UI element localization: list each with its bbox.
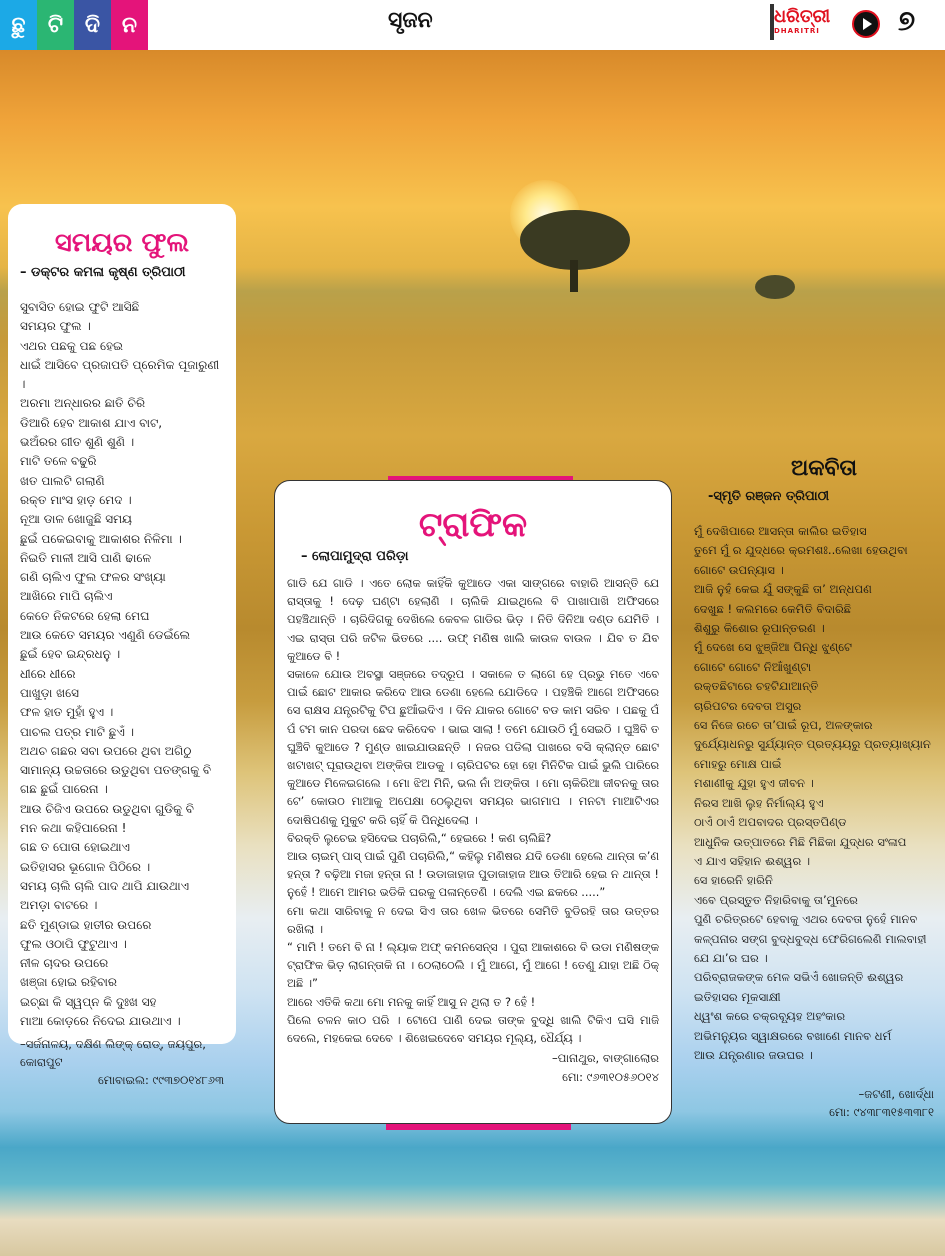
story-paragraph: ଆଉ ଚାଇମ୍ ପାସ୍ ପାଇଁ ପୁଣି ପଚାରିଲି,“ କହିଲୁ ମଣିଷର ଯଦି ଡେଣା ହେଲେ ଥାନ୍ତା କ’ଣ ହନ୍ତା ? ବଢ଼ିଆ ମଜା ହନ୍ତା ନା ! ଉଡାଜାହାଜ ପୁଡାଜାହାଜ ଆଉ ତିଆରି ହେଇ ନ ଥାନ୍ତା ! ନୁହେଁ ! ଆମେ ଆମର ଭଡିକି ଘରକୁ ପଳାନ୍ତେଣି । ଦେଲି ଏଇ ଛକରେ .....” <box>287 849 659 900</box>
poem-right-line: ଗୋଟେ ଗୋଟେ ନିଆଁଖୁଣ୍ଟା <box>694 659 812 674</box>
poem-line: ଧାଇଁ ଆସିବେ ପ୍ରଜାପତି ପ୍ରେମିକ ପୂଜାରୁଣୀ । <box>20 357 220 392</box>
poem-right-line: ଗୋଟେ ଉପନ୍ୟାସ । <box>694 562 784 577</box>
poem-line: ଅଥଚ ଗଛର ସବା ଉପରେ ଥିବା ଅଗିଠୁ <box>20 743 192 758</box>
poem-right-line: ସେ ହାରେନି ହାରିନି <box>694 873 773 888</box>
story-body <box>287 574 659 1047</box>
distant-tree <box>755 275 795 299</box>
poem-right-line: ଶିଶୁରୁ କିଶୋର ରୂପାନ୍ତରଣ । <box>694 621 825 636</box>
section-tile-1: ଛୁ <box>0 0 37 50</box>
poem-right-line: ମୁଁ ଦେଖେ ସେ ଝୁଞ୍ଜିଆ ପିନ୍ଧି ଝୁଣ୍ଟେ <box>694 640 853 655</box>
poem-title: ସମୟର ଫୁଲ <box>54 228 190 258</box>
poem-line: ଫୁଲ ଓଠାପି ଫୁଟୁଥାଏ । <box>20 936 127 951</box>
story-paragraph: ପିଲେ ଚଳନ କାଠ ପରି । ଟୋପେ ପାଣି ଦେଇ ତାଙ୍କ ବୁଦ୍ଧି ଖାଲି ଟିକିଏ ଘସି ମାଜି ଦେଲେ, ମହକେଇ ଦେବେ । ଶିଖେଇଦେବେ ସମୟର ମୂଲ୍ୟ, ଧୈର୍ଯ୍ୟ । <box>287 1012 659 1046</box>
poem-line: ଗଛ ଛୁଇଁ ପାରେନା । <box>20 782 108 797</box>
poem-right-line: ଏବେ ପ୍ରସ୍ତୁତ ନିହାରିବାକୁ ତା’ମୁନରେ <box>694 892 858 907</box>
poem-line: ଛୁଇଁ ପକେଇବାକୁ ଆକାଶର ନିଳିମା । <box>20 531 182 546</box>
poem-author: – ଡକ୍ଟର କମଳା କୃଷ୍ଣ ତ୍ରିପାଠୀ <box>20 265 186 280</box>
poem-right-line: ନିରସ ଆଖି ଲୁହ ନିର୍ମାଲ୍ୟ ହୁଏ <box>694 795 824 810</box>
brand-subtitle: DHARITRI <box>774 27 820 35</box>
masthead <box>0 0 945 50</box>
poem-line: ଖତ ପାଲଟି ଗଲାଣି <box>20 473 105 488</box>
poem-right-signature: –ଜଟଣୀ, ଖୋର୍ଦ୍ଧା ମୋ: ୯୪୩୮୩୧୫୩୩୮୧ <box>829 1087 934 1120</box>
poem-right-line: ମୁଁ ଦେଖିପାରେ ଆସନ୍ତା କାଲିର ଇତିହାସ <box>694 524 867 538</box>
story-paragraph: “ ମାମି ! ତମେ ବି ନା ! ଲ୍ୟାକ ଅଫ୍ କମନସେନ୍ସ । ପୁରା ଆକାଶରେ ବି ଉଡା ମଣିଷଙ୍କ ଟ୍ରାଫିକ ଭିଡ଼ ଲାଗନ୍ତାକି ନା । ଠେଲାଠେଲି । ମୁଁ ଆଗେ, ମୁଁ ଆଗେ ! ତେଣୁ ଯାହା ଅଛି ଠିକ୍ ଅଛି ।” <box>287 940 659 991</box>
poem-right-author: -ସ୍ମୃତି ରଞ୍ଜନ ତ୍ରିପାଠୀ <box>708 489 830 504</box>
poem-line: ଫଳ ହାତ ମୁହାଁ ହୁଏ । <box>20 705 114 720</box>
story-mobile: ମୋ: ୯୬୩୧୦୫୬୦୧୪ <box>562 1070 659 1085</box>
poem-right-line: ଠାଏଁ ଠାଏଁ ଅପବାଦର ପ୍ରସ୍ତପିଣ୍ଡ <box>694 815 847 830</box>
poem-line: ଗଣି ଚାଲିଏ ଫୁଲ ଫଳର ସଂଖ୍ୟା <box>20 570 166 585</box>
poem-right-line: ମଶାଣୀକୁ ଯୁହା ହୁଏ ଜୀବନ । <box>694 776 814 791</box>
poem-right-title: ଅକବିତା <box>790 456 858 481</box>
poem-address: –ସର୍ଜନାଳୟ, ଦକ୍ଷିଣ ଲିଙ୍କ୍ ରୋଡ୍, ଜୟପୁର, କୋରାପୁଟ <box>20 1037 206 1070</box>
section-title: ସୃଜନ <box>388 8 433 33</box>
story-card <box>274 480 672 1124</box>
poem-right-line: ଧ୍ୱଂଶ କରେ ଚକ୍ରବ୍ୟୂହ ଅହଂକାର <box>694 1009 846 1024</box>
poem-line: ଏଥର ପଛକୁ ପଛ ହେଇ <box>20 338 123 353</box>
story-paragraph: ସକାଳେ ଯୋଉ ଅବସ୍ଥା ସଞ୍ଜରେ ତଦ୍ରୂପ । ସକାଳେ ତ ଲାଗେ ହେ ପ୍ରଭୁ ମତେ ଏବେ ପାଇଁ ଛୋଟ ଆକାର କରିଦେ ଆଉ ଡେଣା ହେଲେ ଯୋଡିଦେ । ପହଞ୍ଚିକି ଆଗେ ଅଫିସରେ ସେ ରାକ୍ଷସ ଯନ୍ତ୍ରଟିକୁ ଟିପ ଛୁଆଁଇଦିଏ । ଦିନ ଯାକର ଗୋଟେ ବଡ କାମ ସରିବ । ପଛକୁ ପଁ ପଁ ଟମ କାନ ପରଦା ଛେଦ କରିଦେବ । ଭାଇ ସାଲା ! ତମେ ଯୋଉଠି ମୁଁ ସେଇଠି । ଘୁଞ୍ଚିବି ତ ଘୁଞ୍ଚିବି କୁଆଡେ ? ମୁଣ୍ଡ ଖାଇଯାଉଛନ୍ତି । ନଜର ପଡିଲା ପାଖରେ ବସି କ୍ଲାନ୍ତ ଛୋଟ ଖଟାଖଟ୍ ଘୂରାଉଥିବା ଅଙ୍କିତା ଆଡକୁ । ଚାରିପଟର ହୋ ହୋ ମିନିଟିକ ପାଇଁ ଭୁଲି ପାରିରେ କୁଆଡେ ମିଳେଇଗଲେ । ମୋ ଝିଅ ମିନି, ଭଲ ନାଁ ଅଙ୍କିତା । ମୋ ଚାକିରିଆ ଜୀବନକୁ ତାର ଟେ’ କୋଉଠ ମାଆକୁ ଅପେକ୍ଷା ଠେଲୁଥିବା ସମୟର ଭାଗମାପ । ମନଟା ମାଆଟିଏର ଦୋଷିପଣକୁ ମୁକୁଟ କରି ଚାହିଁ କି ପିନ୍ଧିଦେଲା । <box>287 667 660 827</box>
story-signature: –ପାନାଥୁର, ବାଙ୍ଗାଲୋର <box>552 1051 659 1066</box>
brand-name <box>774 6 830 35</box>
poem-right-lines <box>694 522 934 1065</box>
poem-right-line: ପୁଣି ଚରିତ୍ରଟେ ହେବାକୁ ଏଥର ଦେବତା ନୁହେଁ ମାନବ <box>694 912 918 927</box>
story-accent-bottom <box>386 1124 571 1130</box>
poem-line: ଗଛ ତ ପୋତା ହୋଇଥାଏ <box>20 840 130 855</box>
poem-lines <box>20 298 224 1031</box>
poem-right-line: ଯେ ଯା’ର ଘର । <box>694 950 768 965</box>
tree <box>520 210 630 290</box>
poem-line: ଇତିହାସର ଭୂଗୋଳ ପିଠିରେ । <box>20 859 151 874</box>
poem-right-line: ଅଭିମନ୍ୟୁର ସ୍ୱାକ୍ଷରରେ ବଖାଣେ ମାନବ ଧର୍ମ <box>694 1028 892 1043</box>
poem-line: ମାଟି ତଳେ ବଢୁରି <box>20 454 97 469</box>
poem-right <box>694 456 934 1120</box>
poem-line: ମାଆ କୋଡ଼ରେ ନିଦେଇ ଯାଉଥାଏ । <box>20 1013 181 1028</box>
story-title: ଟ୍ରାଫିକ <box>418 505 528 545</box>
poem-line: ଡିଆରି ହେବ ଆକାଶ ଯାଏ ବାଟ, <box>20 415 163 430</box>
poem-line: ମନ କଥା କହିପାରେନା ! <box>20 821 127 836</box>
poem-line: ସମୟ ଚାଲି ଚାଲି ପାଦ ଥାପି ଯାଉଥାଏ <box>20 878 190 893</box>
story-paragraph: ଗାଡି ଯେ ଗାଡି । ଏତେ ଲୋକ କାହିଁକି କୁଆଡେ ଏକା ସାଙ୍ଗରେ ବାହାରି ଆସନ୍ତି ଯେ ରାସ୍ତାକୁ ! ଦେଢ଼ ଘଣ୍ଟା ହେଲାଣି । ଚାଲିକି ଯାଇଥିଲେ ବି ପାଖାପାଖି ଅଫିସରେ ପହଞ୍ଚିଥାନ୍ତି । ଚାରିଦିଗକୁ ଦେଖିଲେ କେବଳ ଗାଡିର ଭିଡ଼ । ନିତି ଦିନିଆ ଦଣ୍ଡ ଯେମିତି । ଏଇ ରାସ୍ତା ପରି ଜଟିଳ ଭିତରେ .... ଉଫ୍ ମଣିଷ ଖାଲି କାଉଳ ବାଉଳ । ଯିବ ତ ଯିବ କୁଆଡେ ବି ! <box>287 576 659 663</box>
poem-line: ସୁବାସିତ ହୋଇ ଫୁଟି ଆସିଛି <box>20 300 140 314</box>
poem-right-line: ଚାରିପଟର ଦେବତା ଅସୁର <box>694 698 802 713</box>
brand-name-text: ଧରିତ୍ରୀ <box>774 6 831 27</box>
section-tile-3: ଦି <box>74 0 111 50</box>
poem-right-line: ଇତିହାସର ମୂକସାକ୍ଷୀ <box>694 989 781 1004</box>
poem-mobile: ମୋବାଇଲ: ୯୯୩୭୦୧୪୮୬୩ <box>97 1073 224 1088</box>
poem-line: ପାଚଲ ପତ୍ର ମାଟି ଛୁଏଁ । <box>20 724 135 739</box>
poem-line: ଭଅଁରର ଗୀତ ଶୁଣି ଶୁଣି । <box>20 435 135 450</box>
poem-right-line: ପରିବ୍ରାଜକଙ୍କ ମେଳ ସଭିଏଁ ଖୋଜନ୍ତି ଈଶ୍ୱର <box>694 970 904 985</box>
poem-line: ଅମଡ଼ା ବାଟରେ । <box>20 898 98 913</box>
poem-line: ଖଞ୍ଜା ହୋଇ ରହିବାର <box>20 975 117 990</box>
poem-line: ସମୟର ଫୁଲ । <box>20 319 91 334</box>
poem-line: କେତେ ନିକଟରେ ହେଲା ମେଘ <box>20 608 150 623</box>
poem-line: ପାଖୁଡ଼ା ଖସେ <box>20 685 79 700</box>
poem-line: ନିଇତି ମାଳୀ ଆସି ପାଣି ଢାଳେ <box>20 550 151 565</box>
poem-line: ଛୁଇଁ ହେବ ଇନ୍ଦ୍ରଧନୁ । <box>20 647 121 662</box>
section-tile-4: ନ <box>111 0 148 50</box>
page-number: ୭ <box>898 4 916 37</box>
poem-right-line: ମୋହରୁ ମୋକ୍ଷ ପାଇଁ <box>694 756 782 771</box>
section-tiles <box>0 0 148 50</box>
play-icon <box>852 10 880 38</box>
section-tile-2: ଟି <box>37 0 74 50</box>
poem-line: ଧୀରେ ଧୀରେ <box>20 666 76 681</box>
poem-right-line: ଦୁର୍ଯ୍ୟୋଧନରୁ ସୁର୍ଯ୍ୟାନ୍ତ ପ୍ରତ୍ୟୟରୁ ପ୍ରତ୍ୟାଖ୍ୟାନ <box>694 737 931 752</box>
poem-right-line: କଳ୍ପନାର ସଙ୍ଗ ବୁଦ୍ଧବୁଦ୍ଧ ଫେରିଗଲେଣି ମାଲବାହୀ <box>694 931 927 946</box>
poem-line: ସାମାନ୍ୟ ଉଚ୍ଚତାରେ ଉଡୁଥିବା ପତଙ୍ଗକୁ ବି <box>20 763 212 778</box>
poem-right-line: ଆଧୁନିକ ଉତ୍ପାତରେ ମିଛି ମିଛିକା ଯୁଦ୍ଧର ସଂଳାପ <box>694 834 907 849</box>
poem-right-line: ଏ ଯାଏ ସହିହାନ ଈଶ୍ୱର । <box>694 853 811 868</box>
story-paragraph: ଆରେ ଏତିକି କଥା ମୋ ମନକୁ କାହିଁ ଆସୁ ନ ଥିଲା ତ ? ହେଁ ! <box>287 994 536 1009</box>
poem-line: ଆଉ ଚିଜିଏ ଉପରେ ଉଡୁଥିବା ଗୁଡିକୁ ବି <box>20 801 194 816</box>
poem-line: ଆଖିରେ ମାପି ଚାଲିଏ <box>20 589 113 604</box>
story-author: – ଲୋପାମୁଦ୍ରା ପରିଡ଼ା <box>301 549 409 564</box>
poem-right-line: ଆଜି ନୁହଁ କେଇ ଯୁଁ ସଙ୍କୁଛି ତା’ ଅନ୍ଧପଣ <box>694 582 872 597</box>
poem-line: ଅରମା ଅନ୍ଧାରର ଛାତି ଚିରି <box>20 396 146 411</box>
poem-right-line: ତୁମେ ମୁଁ ର ଯୁଦ୍ଧରେ କ୍ରମଶଃ..ଲେଖା ହେଉଥିବା <box>694 543 908 558</box>
poem-line: ଆଉ କେତେ ସମୟର ଏଣୁଣି ଡେଇଁଲେ <box>20 628 191 643</box>
poem-card-left <box>8 204 236 1088</box>
story-paragraph: ମୋ କଥା ସାରିବାକୁ ନ ଦେଇ ସିଏ ତାର ଖେଳ ଭିତରେ ସେମିତି ବୁଡିରହି ତାର ଉତ୍ତର ରଖିଲା । <box>287 903 659 936</box>
poem-right-line: ରକ୍ତଛିଟାରେ ଚହଟିଯାଆନ୍ତି <box>694 679 819 694</box>
poem-right-line: ସେ ନିଜେ ରଚେ ତା’ପାଇଁ ରୂପ, ଅଳଙ୍କାର <box>694 718 873 733</box>
story-paragraph: ବିରକ୍ତି ଲୁଚେଇ ହସିଦେଇ ପଚାରିଲି,“ ହେଇରେ ! କଣ ଚାଲିଛି? <box>287 830 552 845</box>
poem-line: ଇଚ୍ଛା କି ସ୍ୱପ୍ନ କି ଦୁଃଖ ସହ <box>20 994 157 1009</box>
poem-right-line: ଦେଖୁଛ ! କଲମରେ କେମିତି ବିଦାରିଛି <box>694 601 852 616</box>
poem-line: ନୂଆ ଡାଳ ଖୋଜୁଛି ସମୟ <box>20 512 132 527</box>
poem-line: ନୀଳ ଚାଦର ଉପରେ <box>20 956 109 971</box>
poem-line: ରକ୍ତ ମାଂସ ହାଡ଼ ମେଦ । <box>20 492 132 507</box>
poem-line: ଛତି ମୁଣ୍ଡାଇ ହାତୀର ଉପରେ <box>20 917 152 932</box>
poem-right-line: ଆଉ ଯନ୍ତ୍ରଣାର ଜଉଘର । <box>694 1047 813 1062</box>
